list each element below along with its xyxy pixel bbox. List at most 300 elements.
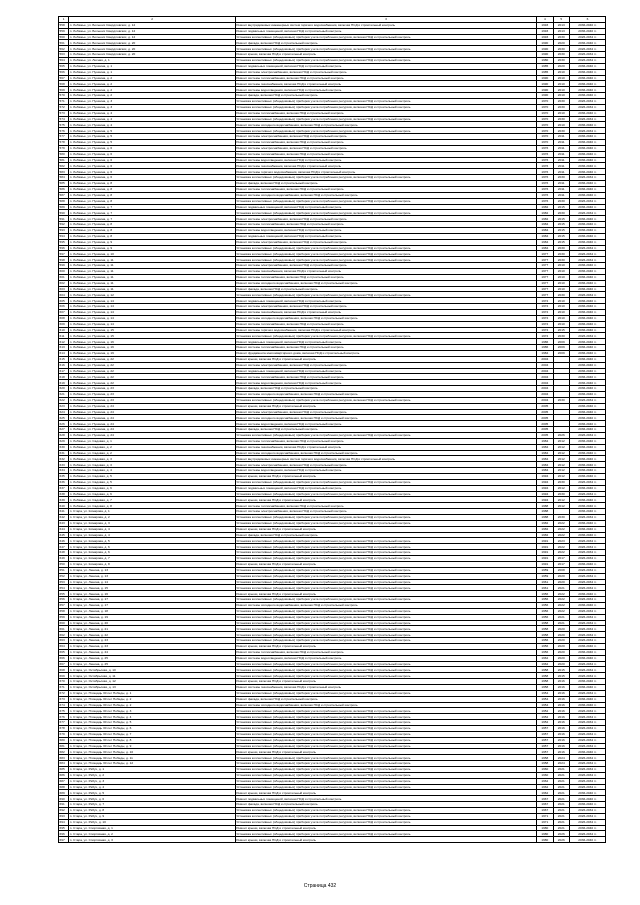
last-repair-year-cell: 2010 [553, 87, 569, 93]
work-type-cell: Установка коллективных (общедомовых) приборов учета потребления ресурсов, включая ПСД и строительный контроль [235, 198, 536, 204]
last-repair-year-cell: 2020 [553, 649, 569, 655]
row-number-cell: 640 [59, 503, 69, 509]
work-type-cell: Установка коллективных (общедомовых) приборов учета потребления ресурсов, включая ПСД и строительный контроль [235, 813, 536, 819]
build-year-cell: 1976 [537, 145, 553, 151]
last-repair-year-cell: 2015 [553, 327, 569, 333]
last-repair-year-cell: 2012 [553, 462, 569, 468]
row-number-cell: 601 [59, 274, 69, 280]
last-repair-year-cell: 2015 [553, 667, 569, 673]
build-year-cell: 1957 [537, 731, 553, 737]
planned-period-cell: 2036-2040 гг. [569, 591, 605, 597]
work-type-cell: Ремонт фасада, включая ПСД и строительный контроль [235, 427, 536, 433]
last-repair-year-cell: 2021 [553, 767, 569, 773]
last-repair-year-cell: 2017 [553, 556, 569, 562]
last-repair-year-cell: 2015 [553, 204, 569, 210]
work-type-cell: Установка коллективных (общедомовых) приборов учета потребления ресурсов, включая ПСД и строительный контроль [235, 737, 536, 743]
build-year-cell: 1976 [537, 186, 553, 192]
work-type-cell: Установка коллективных (общедомовых) приборов учета потребления ресурсов, включая ПСД и строительный контроль [235, 46, 536, 52]
address-cell: п. Лебяжье, ул. Пушкина, д. 24 [69, 409, 236, 415]
work-type-cell: Ремонт крыши, включая ПСД и строительный контроль [235, 497, 536, 503]
work-type-cell: Ремонт системы теплоснабжения, включая ПСД и строительный контроль [235, 110, 536, 116]
build-year-cell: 1994 [537, 497, 553, 503]
planned-period-cell: 2036-2040 гг. [569, 181, 605, 187]
address-cell: п. Стара, ул. Площадь 30 лет Победы, д. 7 [69, 731, 236, 737]
address-cell: п. Лебяжье, ул. Пушкина, д. 5 [69, 140, 236, 146]
last-repair-year-cell: 2016 [553, 684, 569, 690]
row-number-cell: 641 [59, 509, 69, 515]
planned-period-cell: 2036-2040 гг. [569, 415, 605, 421]
last-repair-year-cell: 2011 [553, 145, 569, 151]
row-number-cell: 594 [59, 233, 69, 239]
row-number-cell: 587 [59, 192, 69, 198]
row-number-cell: 575 [59, 122, 69, 128]
build-year-cell: 1970 [537, 128, 553, 134]
work-type-cell: Ремонт системы холодного водоснабжения, включая ПСД и строительный контроль [235, 392, 536, 398]
work-type-cell: Ремонт системы электроснабжения, включая ПСД и строительный контроль [235, 509, 536, 515]
build-year-cell: 1991 [537, 550, 553, 556]
build-year-cell: 1988 [537, 515, 553, 521]
row-number-cell: 584 [59, 175, 69, 181]
address-cell: п. Лебяжье, ул. Пушкина, д. 23 [69, 386, 236, 392]
work-type-cell: Ремонт системы электроснабжения, включая ПСД и строительный контроль [235, 239, 536, 245]
address-cell: п. Лебяжье, ул. Садовая, д. 5 [69, 474, 236, 480]
build-year-cell: 1958 [537, 620, 553, 626]
planned-period-cell: 2036-2040 гг. [569, 28, 605, 34]
build-year-cell: 1958 [537, 684, 553, 690]
row-number-cell: 689 [59, 790, 69, 796]
row-number-cell: 589 [59, 204, 69, 210]
build-year-cell: 1976 [537, 181, 553, 187]
work-type-cell: Ремонт системы теплоснабжения, включая ПСД и строительный контроль [235, 151, 536, 157]
row-number-cell: 590 [59, 210, 69, 216]
planned-period-cell: 2026-2034 гг. [569, 556, 605, 562]
row-number-cell: 580 [59, 151, 69, 157]
planned-period-cell: 2036-2040 гг. [569, 696, 605, 702]
last-repair-year-cell: 2016 [553, 714, 569, 720]
last-repair-year-cell: 2020 [553, 573, 569, 579]
planned-period-cell: 2036-2040 гг. [569, 216, 605, 222]
work-type-cell: Ремонт системы теплоснабжения, включая ПСД и строительный контроль [235, 222, 536, 228]
address-cell: п. Стара, ул. Октябрьская, д. 12 [69, 679, 236, 685]
last-repair-year-cell: 2016 [553, 708, 569, 714]
last-repair-year-cell: 2011 [553, 151, 569, 157]
row-number-cell: 668 [59, 667, 69, 673]
row-number-cell: 632 [59, 456, 69, 462]
address-cell: п. Лебяжье, ул. Пушкина, д. 14 [69, 315, 236, 321]
last-repair-year-cell: 2009 [553, 345, 569, 351]
last-repair-year-cell: 2016 [553, 679, 569, 685]
build-year-cell: 1961 [537, 585, 553, 591]
work-type-cell: Ремонт системы холодного водоснабжения, включая ПСД и строительный контроль [235, 702, 536, 708]
address-cell: п. Стара, ул. Комарова, д. 3 [69, 520, 236, 526]
address-cell: п. Лебяжье, ул. Пушкина, д. 22 [69, 368, 236, 374]
work-type-cell: Ремонт подвальных помещений, включая ПСД и строительный контроль [235, 339, 536, 345]
row-number-cell: 598 [59, 257, 69, 263]
row-number-cell: 602 [59, 280, 69, 286]
address-cell: п. Стара, ул. Ленина, д. 19 [69, 614, 236, 620]
last-repair-year-cell: 2030 [553, 333, 569, 339]
last-repair-year-cell: 2009 [553, 350, 569, 356]
last-repair-year-cell: 2012 [553, 474, 569, 480]
address-cell: п. Стара, ул. Спортивная, д. 3 [69, 837, 236, 843]
address-cell: п. Стара, ул. Рябух, д. 3 [69, 778, 236, 784]
work-type-cell: Установка коллективных (общедомовых) приборов учета потребления ресурсов, включая ПСД и строительный контроль [235, 433, 536, 439]
address-cell: п. Лебяжье, ул. Пушкина, д. 24 [69, 415, 236, 421]
last-repair-year-cell: 2010 [553, 309, 569, 315]
address-cell: п. Лебяжье, ул. Пушкина, д. 8 [69, 181, 236, 187]
last-repair-year-cell: 2010 [553, 286, 569, 292]
work-type-cell: Ремонт системы электроснабжения, включая ПСД и строительный контроль [235, 409, 536, 415]
work-type-cell: Ремонт системы теплоснабжения, включая ПСД и строительный контроль [235, 186, 536, 192]
last-repair-year-cell: 2015 [553, 673, 569, 679]
last-repair-year-cell: 2010 [553, 263, 569, 269]
work-type-cell: Ремонт крыши, включая ПСД и строительный контроль [235, 474, 536, 480]
row-number-cell: 651 [59, 567, 69, 573]
address-cell: п. Лебяжье, ул. Пушкина, д. 24 [69, 427, 236, 433]
address-cell: п. Лебяжье, ул. Пушкина, д. 12 [69, 292, 236, 298]
last-repair-year-cell: 2022 [553, 591, 569, 597]
address-cell: п. Лебяжье, ул. Садовая, д. 3 [69, 462, 236, 468]
build-year-cell: 1991 [537, 544, 553, 550]
build-year-cell: 1967 [537, 802, 553, 808]
planned-period-cell: 2036-2040 гг. [569, 239, 605, 245]
address-cell: п. Стара, ул. Рябух, д. 9 [69, 813, 236, 819]
build-year-cell: 1990 [537, 75, 553, 81]
work-type-cell: Ремонт системы теплоснабжения, включая ПСД и строительный контроль [235, 374, 536, 380]
address-cell: п. Лебяжье, ул. Пушкина, д. 14 [69, 321, 236, 327]
address-cell: п. Лебяжье, ул. Пушкина, д. 2 [69, 93, 236, 99]
column-number-cell: 1 [59, 17, 69, 23]
work-type-cell: Ремонт системы водоотведения, включая ПСД и строительный контроль [235, 468, 536, 474]
work-type-cell: Ремонт внутридомовых инженерных систем горячего водоснабжения, включая ПСД и строительный контроль [235, 22, 536, 28]
row-number-cell: 592 [59, 222, 69, 228]
work-type-cell: Ремонт крыши, включая ПСД и строительный контроль [235, 52, 536, 58]
planned-period-cell: 2026-2034 гг. [569, 210, 605, 216]
build-year-cell: 1970 [537, 140, 553, 146]
build-year-cell: 1971 [537, 813, 553, 819]
build-year-cell: 1984 [537, 239, 553, 245]
row-number-cell: 669 [59, 673, 69, 679]
planned-period-cell: 2036-2040 гг. [569, 40, 605, 46]
build-year-cell: 1972 [537, 333, 553, 339]
planned-period-cell: 2036-2040 гг. [569, 227, 605, 233]
planned-period-cell: 2036-2040 гг. [569, 561, 605, 567]
planned-period-cell: 2036-2040 гг. [569, 427, 605, 433]
address-cell: п. Лебяжье, ул. Пушкина, д. 24 [69, 421, 236, 427]
address-cell: п. Стара, ул. Октябрьская, д. 10 [69, 667, 236, 673]
address-cell: п. Лебяжье, ул. Пушкина, д. 14 [69, 304, 236, 310]
planned-period-cell: 2026-2034 гг. [569, 714, 605, 720]
last-repair-year-cell: 2021 [553, 813, 569, 819]
planned-period-cell: 2026-2034 гг. [569, 626, 605, 632]
row-number-cell: 574 [59, 116, 69, 122]
build-year-cell: 1993 [537, 28, 553, 34]
row-number-cell: 692 [59, 808, 69, 814]
planned-period-cell: 2026-2034 гг. [569, 761, 605, 767]
build-year-cell: 1982 [537, 520, 553, 526]
build-year-cell: 1958 [537, 755, 553, 761]
last-repair-year-cell: 2021 [553, 778, 569, 784]
last-repair-year-cell: 2017 [553, 561, 569, 567]
last-repair-year-cell: 2030 [553, 515, 569, 521]
row-number-cell: 648 [59, 550, 69, 556]
row-number-cell: 660 [59, 620, 69, 626]
build-year-cell: 1962 [537, 778, 553, 784]
work-type-cell: Установка коллективных (общедомовых) приборов учета потребления ресурсов, включая ПСД и строительный контроль [235, 579, 536, 585]
build-year-cell: 1962 [537, 790, 553, 796]
address-cell: п. Стара, ул. Ленина, д. 13 [69, 567, 236, 573]
planned-period-cell: 2036-2040 гг. [569, 22, 605, 28]
address-cell: п. Лебяжье, ул. Пушкина, д. 8 [69, 186, 236, 192]
build-year-cell: 1984 [537, 456, 553, 462]
build-year-cell: 1976 [537, 151, 553, 157]
planned-period-cell: 2036-2040 гг. [569, 403, 605, 409]
row-number-cell: 672 [59, 690, 69, 696]
address-cell: п. Лебяжье, ул. Пушкина, д. 4 [69, 110, 236, 116]
work-type-cell: Установка коллективных (общедомовых) приборов учета потребления ресурсов, включая ПСД и строительный контроль [235, 667, 536, 673]
address-cell: п. Стара, ул. Ленина, д. 23 [69, 638, 236, 644]
last-repair-year-cell: 2030 [553, 99, 569, 105]
work-type-cell: Установка коллективных (общедомовых) приборов учета потребления ресурсов, включая ПСД и строительный контроль [235, 251, 536, 257]
planned-period-cell: 2026-2034 гг. [569, 175, 605, 181]
last-repair-year-cell: 2020 [553, 63, 569, 69]
build-year-cell: 1976 [537, 169, 553, 175]
last-repair-year-cell: 2030 [553, 210, 569, 216]
planned-period-cell: 2026-2034 гг. [569, 661, 605, 667]
last-repair-year-cell: 2021 [553, 614, 569, 620]
row-number-cell: 620 [59, 386, 69, 392]
work-type-cell: Ремонт системы водоотведения, включая ПСД и строительный контроль [235, 227, 536, 233]
address-cell: п. Лебяжье, ул. Больших Свердловских, д. 12 [69, 22, 236, 28]
address-cell: п. Лебяжье, ул. Пушкина, д. 7 [69, 216, 236, 222]
row-number-cell: 559 [59, 28, 69, 34]
work-type-cell: Установка коллективных (общедомовых) приборов учета потребления ресурсов, включая ПСД и строительный контроль [235, 778, 536, 784]
address-cell: п. Лебяжье, ул. Пушкина, д. 6 [69, 175, 236, 181]
address-cell: п. Лебяжье, ул. Пушкина, д. 11 [69, 286, 236, 292]
last-repair-year-cell: 2026 [553, 433, 569, 439]
address-cell: п. Лебяжье, ул. Пушкина, д. 4 [69, 122, 236, 128]
address-cell: п. Лебяжье, ул. Пушкина, д. 11 [69, 263, 236, 269]
work-type-cell: Ремонт крыши, включая ПСД и строительный контроль [235, 643, 536, 649]
address-cell: п. Лебяжье, ул. Пушкина, д. 15 [69, 333, 236, 339]
last-repair-year-cell: 2015 [553, 239, 569, 245]
build-year-cell: 1962 [537, 661, 553, 667]
planned-period-cell: 2036-2040 гг. [569, 649, 605, 655]
last-repair-year-cell: 2030 [553, 128, 569, 134]
row-number-cell: 603 [59, 286, 69, 292]
work-type-cell: Ремонт системы горячего водоснабжения, включая ПСД и строительный контроль [235, 169, 536, 175]
address-cell: п. Стара, ул. Комарова, д. 6 [69, 544, 236, 550]
work-type-cell: Ремонт внутридомовых инженерных систем горячего водоснабжения, включая ПСД и строительный контроль [235, 456, 536, 462]
address-cell: п. Стара, ул. Рябух, д. 8 [69, 808, 236, 814]
build-year-cell: 1988 [537, 509, 553, 515]
last-repair-year-cell: 2013 [553, 22, 569, 28]
work-type-cell: Установка коллективных (общедомовых) приборов учета потребления ресурсов, включая ПСД и строительный контроль [235, 104, 536, 110]
planned-period-cell: 2036-2040 гг. [569, 526, 605, 532]
address-cell: п. Стара, ул. Комарова, д. 4 [69, 532, 236, 538]
work-type-cell: Установка коллективных (общедомовых) приборов учета потребления ресурсов, включая ПСД и строительный контроль [235, 397, 536, 403]
last-repair-year-cell: 2030 [553, 479, 569, 485]
planned-period-cell: 2036-2040 гг. [569, 63, 605, 69]
row-number-cell: 619 [59, 380, 69, 386]
planned-period-cell: 2036-2040 гг. [569, 684, 605, 690]
planned-period-cell: 2036-2040 гг. [569, 163, 605, 169]
last-repair-year-cell: 2010 [553, 304, 569, 310]
address-cell: п. Стара, ул. Ленина, д. 24 [69, 649, 236, 655]
column-number-cell: 4 [537, 17, 553, 23]
address-cell: п. Лебяжье, ул. Пушкина, д. 19 [69, 350, 236, 356]
address-cell: п. Лебяжье, ул. Пушкина, д. 8 [69, 198, 236, 204]
row-number-cell: 597 [59, 251, 69, 257]
last-repair-year-cell: 2010 [553, 110, 569, 116]
last-repair-year-cell: 2010 [553, 321, 569, 327]
row-number-cell: 616 [59, 362, 69, 368]
build-year-cell: 1957 [537, 725, 553, 731]
address-cell: п. Стара, ул. Комарова, д. 6 [69, 550, 236, 556]
row-number-cell: 691 [59, 802, 69, 808]
last-repair-year-cell: 2022 [553, 520, 569, 526]
build-year-cell: 1959 [537, 573, 553, 579]
address-cell: п. Лебяжье, ул. Садовая, д. 5 [69, 479, 236, 485]
address-cell: п. Лебяжье, ул. Садовая, д. 8 [69, 503, 236, 509]
work-type-cell: Установка коллективных (общедомовых) приборов учета потребления ресурсов, включая ПСД и строительный контроль [235, 257, 536, 263]
build-year-cell: 1972 [537, 298, 553, 304]
planned-period-cell: 2036-2040 гг. [569, 140, 605, 146]
row-number-cell: 581 [59, 157, 69, 163]
build-year-cell: 1962 [537, 655, 553, 661]
address-cell: п. Стара, ул. Ленина, д. 13 [69, 573, 236, 579]
last-repair-year-cell: 2015 [553, 233, 569, 239]
page-number: Страница 432 [303, 883, 337, 889]
last-repair-year-cell: 2020 [553, 655, 569, 661]
build-year-cell: 2004 [537, 392, 553, 398]
planned-period-cell: 2036-2040 гг. [569, 450, 605, 456]
address-cell: п. Стара, ул. Площадь 30 лет Победы, д. 12 [69, 761, 236, 767]
address-cell: п. Лебяжье, ул. Садовая, д. 7 [69, 497, 236, 503]
address-cell: п. Лебяжье, ул. Пушкина, д. 22 [69, 362, 236, 368]
last-repair-year-cell: 2012 [553, 456, 569, 462]
address-cell: п. Стара, ул. Площадь 30 лет Победы, д. 1 [69, 690, 236, 696]
planned-period-cell: 2036-2040 гг. [569, 151, 605, 157]
work-type-cell: Установка коллективных (общедомовых) приборов учета потребления ресурсов, включая ПСД и строительный контроль [235, 661, 536, 667]
work-type-cell: Установка коллективных (общедомовых) приборов учета потребления ресурсов, включая ПСД и строительный контроль [235, 632, 536, 638]
build-year-cell: 1956 [537, 614, 553, 620]
work-type-cell: Ремонт системы электроснабжения, включая ПСД и строительный контроль [235, 145, 536, 151]
work-type-cell: Ремонт подвальных помещений, включая ПСД и строительный контроль [235, 298, 536, 304]
work-type-cell: Ремонт системы теплоснабжения, включая ПСД и строительный контроль [235, 140, 536, 146]
build-year-cell: 1990 [537, 40, 553, 46]
last-repair-year-cell: 2010 [553, 315, 569, 321]
planned-period-cell: 2036-2040 гг. [569, 825, 605, 831]
last-repair-year-cell: 2021 [553, 784, 569, 790]
planned-period-cell: 2026-2034 гг. [569, 567, 605, 573]
build-year-cell: 1960 [537, 772, 553, 778]
planned-period-cell: 2026-2034 гг. [569, 725, 605, 731]
planned-period-cell: 2026-2034 гг. [569, 292, 605, 298]
row-number-cell: 683 [59, 755, 69, 761]
last-repair-year-cell: 2011 [553, 140, 569, 146]
last-repair-year-cell: 2026 [553, 837, 569, 843]
row-number-cell: 577 [59, 134, 69, 140]
build-year-cell: 1958 [537, 626, 553, 632]
build-year-cell: 1977 [537, 257, 553, 263]
build-year-cell: 1977 [537, 286, 553, 292]
planned-period-cell: 2036-2040 гг. [569, 392, 605, 398]
last-repair-year-cell: 2016 [553, 743, 569, 749]
work-type-cell: Ремонт системы водоотведения, включая ПСД и строительный контроль [235, 655, 536, 661]
build-year-cell: 1956 [537, 602, 553, 608]
build-year-cell: 1994 [537, 491, 553, 497]
last-repair-year-cell: 2016 [553, 702, 569, 708]
address-cell: п. Стара, ул. Комарова, д. 7 [69, 556, 236, 562]
address-cell: п. Лебяжье, ул. Пушкина, д. 24 [69, 433, 236, 439]
last-repair-year-cell: 2012 [553, 497, 569, 503]
address-cell: п. Лебяжье, ул. Пушкина, д. 5 [69, 128, 236, 134]
work-type-cell: Ремонт системы теплоснабжения, включая ПСД и строительный контроль [235, 274, 536, 280]
last-repair-year-cell: 2016 [553, 725, 569, 731]
work-type-cell: Установка коллективных (общедомовых) приборов учета потребления ресурсов, включая ПСД и строительный контроль [235, 479, 536, 485]
row-number-cell: 606 [59, 304, 69, 310]
build-year-cell: 1956 [537, 608, 553, 614]
row-number-cell: 657 [59, 602, 69, 608]
last-repair-year-cell: 2010 [553, 81, 569, 87]
row-number-cell: 688 [59, 784, 69, 790]
address-cell: п. Стара, ул. Площадь 30 лет Победы, д. 5 [69, 720, 236, 726]
work-type-cell: Установка коллективных (общедомовых) приборов учета потребления ресурсов, включая ПСД и строительный контроль [235, 333, 536, 339]
work-type-cell: Установка коллективных (общедомовых) приборов учета потребления ресурсов, включая ПСД и строительный контроль [235, 638, 536, 644]
address-cell: п. Стара, ул. Комарова, д. 4 [69, 526, 236, 532]
work-type-cell: Установка коллективных (общедомовых) приборов учета потребления ресурсов, включая ПСД и строительный контроль [235, 819, 536, 825]
address-cell: п. Стара, ул. Площадь 30 лет Победы, д. 9 [69, 743, 236, 749]
last-repair-year-cell: 2020 [553, 579, 569, 585]
planned-period-cell: 2026-2034 гг. [569, 116, 605, 122]
last-repair-year-cell: 2011 [553, 192, 569, 198]
last-repair-year-cell: 2011 [553, 169, 569, 175]
build-year-cell: 1957 [537, 749, 553, 755]
work-type-cell: Установка коллективных (общедомовых) приборов учета потребления ресурсов, включая ПСД и строительный контроль [235, 743, 536, 749]
work-type-cell: Установка коллективных (общедомовых) приборов учета потребления ресурсов, включая ПСД и строительный контроль [235, 292, 536, 298]
build-year-cell: 1984 [537, 222, 553, 228]
row-number-cell: 639 [59, 497, 69, 503]
build-year-cell: 1984 [537, 227, 553, 233]
build-year-cell: 1972 [537, 304, 553, 310]
work-type-cell: Установка коллективных (общедомовых) приборов учета потребления ресурсов, включая ПСД и строительный контроль [235, 515, 536, 521]
build-year-cell: 2005 [537, 427, 553, 433]
planned-period-cell: 2026-2034 гг. [569, 585, 605, 591]
address-cell: п. Лебяжье, ул. Садовая, д. 6 [69, 491, 236, 497]
work-type-cell: Установка коллективных (общедомовых) приборов учета потребления ресурсов, включая ПСД и строительный контроль [235, 491, 536, 497]
work-type-cell: Ремонт фасада, включая ПСД и строительный контроль [235, 386, 536, 392]
last-repair-year-cell: 2011 [553, 134, 569, 140]
planned-period-cell: 2036-2040 гг. [569, 327, 605, 333]
planned-period-cell: 2026-2034 гг. [569, 397, 605, 403]
build-year-cell: 1952 [537, 720, 553, 726]
work-type-cell: Установка коллективных (общедомовых) приборов учета потребления ресурсов, включая ПСД и строительный контроль [235, 585, 536, 591]
planned-period-cell: 2036-2040 гг. [569, 186, 605, 192]
build-year-cell: 1976 [537, 157, 553, 163]
work-type-cell: Ремонт крыши, включая ПСД и строительный контроль [235, 837, 536, 843]
planned-period-cell: 2026-2034 гг. [569, 257, 605, 263]
work-type-cell: Ремонт системы электроснабжения, включая ПСД и строительный контроль [235, 69, 536, 75]
work-type-cell: Ремонт системы водоотведения, включая ПСД и строительный контроль [235, 380, 536, 386]
planned-period-cell: 2026-2034 гг. [569, 479, 605, 485]
last-repair-year-cell: 2011 [553, 157, 569, 163]
last-repair-year-cell: 2030 [553, 198, 569, 204]
address-cell: п. Стара, ул. Площадь 30 лет Победы, д. 2 [69, 696, 236, 702]
address-cell: п. Стара, ул. Площадь 30 лет Победы, д. 3 [69, 708, 236, 714]
row-number-cell: 588 [59, 198, 69, 204]
row-number-cell: 634 [59, 468, 69, 474]
